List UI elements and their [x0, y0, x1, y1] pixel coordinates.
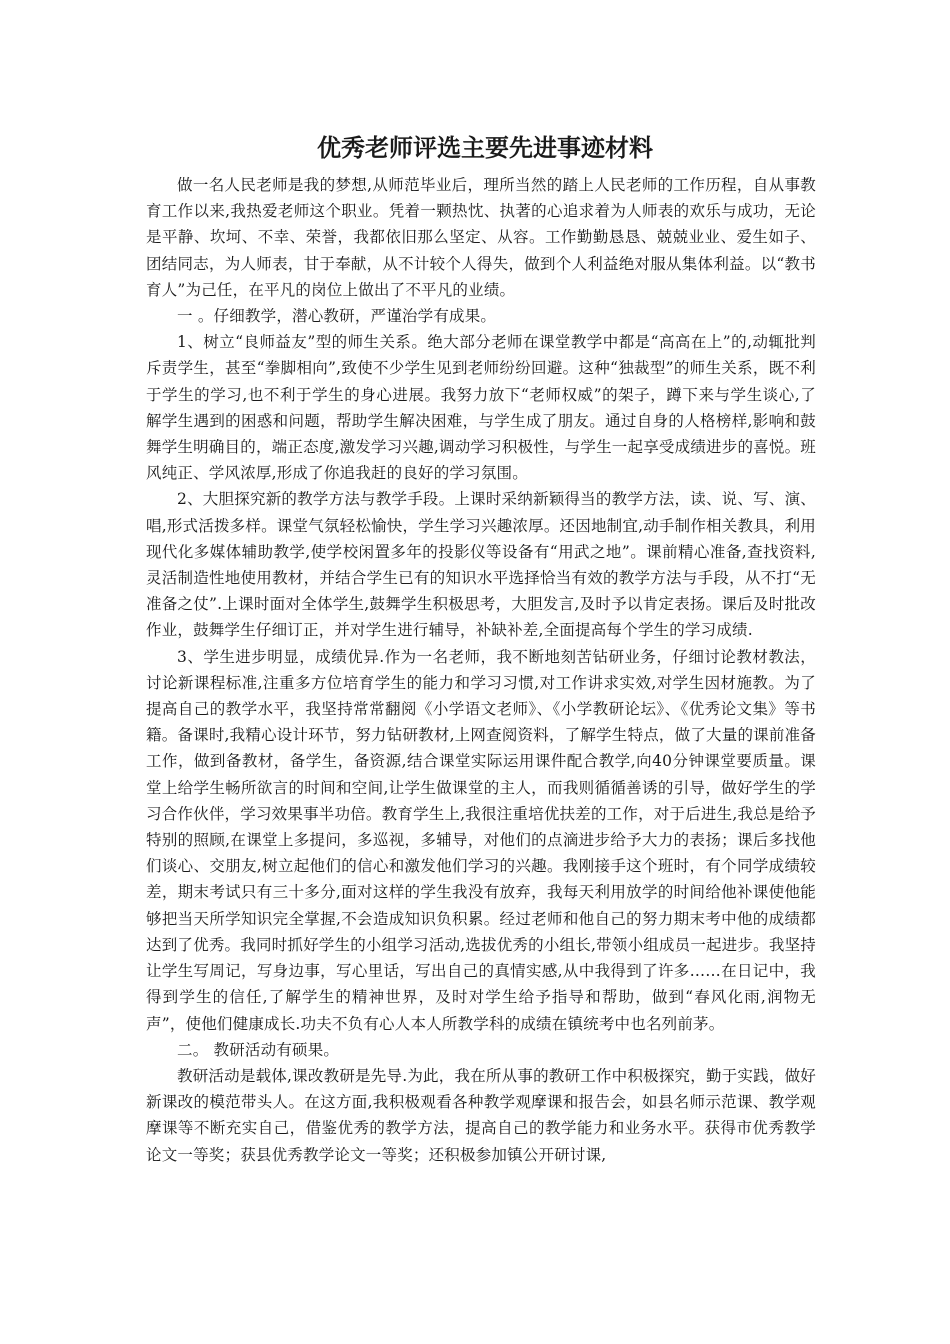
intro-paragraph: 做一名人民老师是我的梦想,从师范毕业后，理所当然的踏上人民老师的工作历程，自从事教育工作以来,我热爱老师这个职业。凭着一颗热忱、执著的心追求着为人师表的欢乐与成功，无论是平静、坎坷、不幸、荣誉，我都依旧那么坚定、从容。工作勤勤恳恳、兢兢业业、爱生如子、团结同志，为人师表，甘于奉献，从不计较个人得失，做到个人利益绝对服从集体利益。以“教书育人”为己任，在平凡的岗位上做出了不平凡的业绩。: [146, 176, 816, 299]
document-page: [146, 130, 816, 1168]
section-heading-2: 二。 教研活动有硕果。: [177, 1040, 340, 1059]
section-heading-1: 一 。仔细教学，潜心教研，严谨治学有成果。: [177, 307, 497, 326]
body-paragraph: 1、树立“良师益友”型的师生关系。绝大部分老师在课堂教学中都是“高高在上”的,动辄批判斥责学生，甚至“拳脚相向”,致使不少学生见到老师纷纷回避。这种“独裁型”的师生关系，既不利于学生的学习,也不利于学生的身心进展。我努力放下“老师权威”的架子，蹲下来与学生谈心,了解学生遇到的困惑和问题，帮助学生解决困难，与学生成了朋友。通过自身的人格榜样,影响和鼓舞学生明确目的，端正态度,激发学习兴趣,调动学习积极性，与学生一起享受成绩进步的喜悦。班风纯正、学风浓厚,形成了你追我赶的良好的学习氛围。: [146, 333, 816, 483]
body-paragraph: 教研活动是载体,课改教研是先导.为此，我在所从事的教研工作中积极探究，勤于实践，做好新课改的模范带头人。在这方面,我积极观看各种教学观摩课和报告会，如县名师示范课、教学观摩课等不断充实自己，借鉴优秀的教学方法，提高自己的教学能力和业务水平。获得市优秀教学论文一等奖；获县优秀教学论文一等奖；还积极参加镇公开研讨课,: [146, 1066, 816, 1164]
body-paragraph: 3、学生进步明显，成绩优异.作为一名老师，我不断地刻苦钻研业务，仔细讨论教材教法，讨论新课程标准,注重多方位培育学生的能力和学习习惯,对工作讲求实效,对学生因材施教。为了提高自己的教学水平，我坚持常常翻阅《小学语文老师》、《小学教研论坛》、《优秀论文集》等书籍。备课时,我精心设计环节，努力钻研教材,上网查阅资料，了解学生特点，做了大量的课前准备工作，做到备教材，备学生，备资源,结合课堂实际运用课件配合教学,向40分钟课堂要质量。课堂上给学生畅所欲言的时间和空间,让学生做课堂的主人，而我则循循善诱的引导，做好学生的学习合作伙伴，学习效果事半功倍。教育学生上,我很注重培优扶差的工作，对于后进生,我总是给予特别的照顾,在课堂上多提问，多巡视，多辅导，对他们的点滴进步给予大力的表扬；课后多找他们谈心、交朋友,树立起他们的信心和激发他们学习的兴趣。我刚接手这个班时，有个同学成绩较差，期末考试只有三十多分,面对这样的学生我没有放弃，我每天利用放学的时间给他补课使他能够把当天所学知识完全掌握,不会造成知识负积累。经过老师和他自己的努力期末考中他的成绩都达到了优秀。我同时抓好学生的小组学习活动,选拔优秀的小组长,带领小组成员一起进步。我坚持让学生写周记，写身边事，写心里话，写出自己的真情实感,从中我得到了许多……在日记中，我得到学生的信任,了解学生的精神世界，及时对学生给予指导和帮助，做到“春风化雨,润物无声”，使他们健康成长.功夫不负有心人本人所教学科的成绩在镇统考中也名列前茅。: [146, 647, 816, 1033]
body-paragraph: 2、大胆探究新的教学方法与教学手段。上课时采纳新颖得当的教学方法，读、说、写、演、唱,形式活拨多样。课堂气氛轻松愉快，学生学习兴趣浓厚。还因地制宜,动手制作相关教具，利用现代化多媒体辅助教学,使学校闲置多年的投影仪等设备有“用武之地”。课前精心准备,查找资料,灵活制造性地使用教材，并结合学生已有的知识水平选择恰当有效的教学方法与手段，从不打“无准备之仗”.上课时面对全体学生,鼓舞学生积极思考，大胆发言,及时予以肯定表扬。课后及时批改作业，鼓舞学生仔细订正，并对学生进行辅导，补缺补差,全面提高每个学生的学习成绩.: [146, 490, 816, 640]
document-title: 优秀老师评选主要先进事迹材料: [317, 134, 653, 162]
